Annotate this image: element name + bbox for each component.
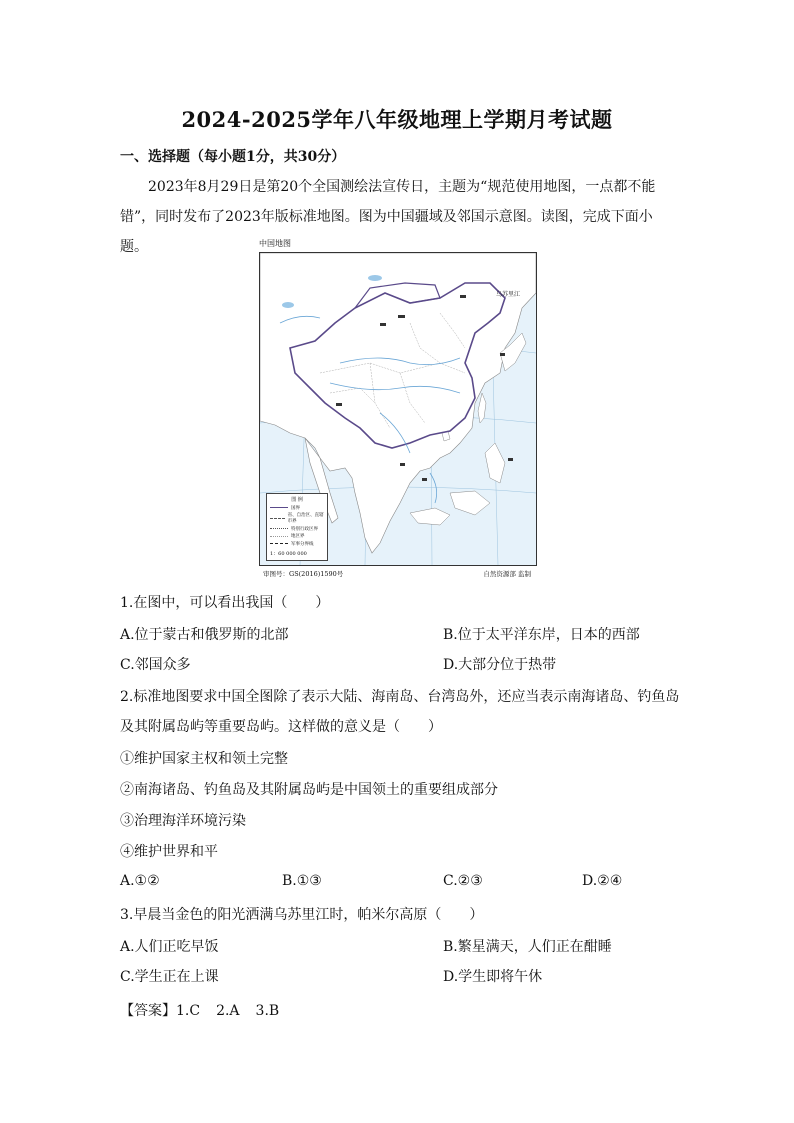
answer-3: 3.B — [255, 1003, 280, 1019]
answer-2: 2.A — [216, 1003, 240, 1019]
map-scale: 1：60 000 000 — [270, 551, 307, 557]
legend-row: 地区界 — [270, 533, 324, 539]
legend-title: 图 例 — [291, 497, 303, 503]
question-3-option-b: B.繁星满天，人们正在酣睡 — [443, 939, 612, 955]
question-2-option-a: A.①② — [120, 873, 160, 889]
answer-label: 【答案】 — [120, 1003, 176, 1019]
legend-symbol — [270, 507, 288, 508]
question-3-stem: 3.早晨当金色的阳光洒满乌苏里江时，帕米尔高原（ ） — [120, 907, 484, 923]
legend-row: 军事分界线 — [270, 541, 324, 547]
question-3-option-a: A.人们正吃早饭 — [120, 939, 219, 955]
legend-row: 省、自治区、直辖市界 — [270, 512, 324, 524]
map-label-wusuli: 乌苏里江 — [496, 291, 521, 298]
map-caption: 中国地图 — [259, 239, 291, 248]
question-1-option-d: D.大部分位于热带 — [443, 657, 557, 673]
question-2-stem-line-2: 及其附属岛屿等重要岛屿。这样做的意义是（ ） — [120, 719, 442, 735]
question-3-option-d: D.学生即将午休 — [443, 969, 543, 985]
question-2-statement-2: ②南海诸岛、钓鱼岛及其附属岛屿是中国领土的重要组成部分 — [120, 782, 498, 798]
question-2-statement-1: ①维护国家主权和领土完整 — [120, 751, 288, 767]
answer-1: 1.C — [176, 1003, 201, 1019]
answer-line — [120, 1000, 295, 1020]
question-2-option-d: D.②④ — [582, 873, 623, 889]
section-heading: 一、选择题（每小题1分，共30分） — [120, 149, 346, 165]
legend-row: 国界 — [270, 505, 324, 511]
map-legend — [266, 493, 328, 561]
question-2-stem-line-1: 2.标准地图要求中国全图除了表示大陆、海南岛、台湾岛外，还应当表示南海诸岛、钓鱼岛 — [120, 689, 680, 705]
question-1-stem: 1.在图中，可以看出我国（ ） — [120, 595, 330, 611]
question-1-option-c: C.邻国众多 — [120, 657, 191, 673]
map-publisher: 自然资源部 监制 — [483, 570, 531, 578]
legend-symbol — [270, 518, 285, 519]
map-frame — [259, 252, 537, 566]
question-1-option-b: B.位于太平洋东岸，日本的西部 — [443, 627, 640, 643]
question-2-option-c: C.②③ — [443, 873, 483, 889]
question-3-option-c: C.学生正在上课 — [120, 969, 219, 985]
legend-row: 特别行政区界 — [270, 526, 324, 532]
page-title: 2024-2025学年八年级地理上学期月考试题 — [181, 107, 613, 132]
legend-symbol — [270, 528, 288, 529]
map-approval-number: 审图号：GS(2016)1590号 — [263, 570, 344, 578]
intro-line-1: 2023年8月29日是第20个全国测绘法宣传日，主题为“规范使用地图，一点都不能 — [148, 179, 656, 195]
legend-symbol — [270, 543, 288, 544]
china-map-figure — [259, 238, 535, 580]
intro-line-2: 错”，同时发布了2023年版标准地图。图为中国疆域及邻国示意图。读图，完成下面小题。 — [120, 209, 653, 255]
question-2-statement-4: ④维护世界和平 — [120, 844, 218, 860]
question-2-statement-3: ③治理海洋环境污染 — [120, 813, 246, 829]
question-2-option-b: B.①③ — [282, 873, 322, 889]
legend-symbol — [270, 536, 288, 537]
question-1-option-a: A.位于蒙古和俄罗斯的北部 — [120, 627, 289, 643]
